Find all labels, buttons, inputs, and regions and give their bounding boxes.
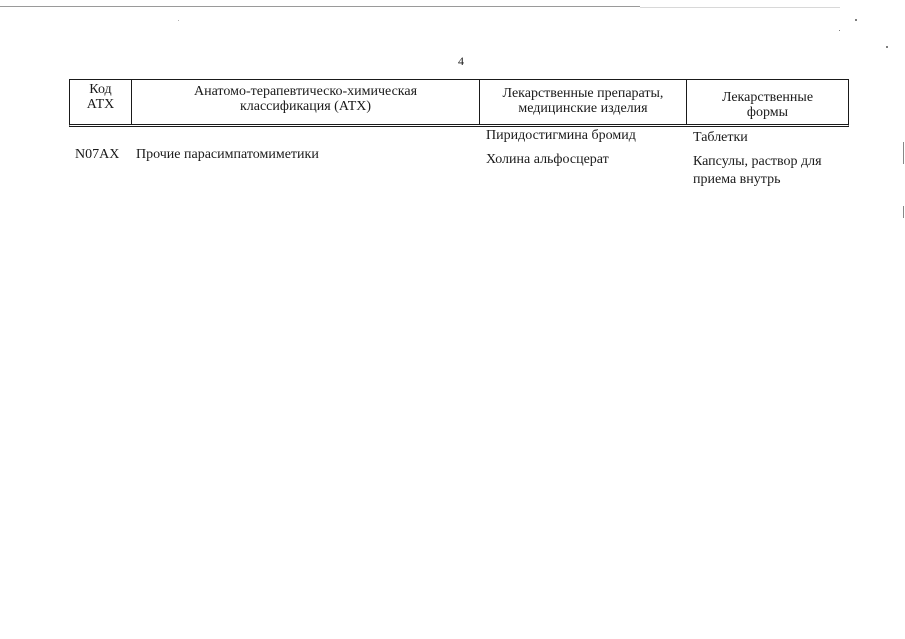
row-2-form-line-2: приема внутрь xyxy=(693,172,781,187)
header-cell-code xyxy=(70,80,132,124)
scan-speck xyxy=(839,30,840,31)
row-1-form: Таблетки xyxy=(693,130,748,145)
scan-edge-mark xyxy=(903,206,904,218)
scan-speck xyxy=(886,46,888,48)
scan-edge-line xyxy=(0,6,640,7)
row-2-classification: Прочие парасимпатомиметики xyxy=(136,147,319,162)
row-2-form-line-1: Капсулы, раствор для xyxy=(693,154,822,169)
scan-speck xyxy=(855,19,857,21)
row-2-drug: Холина альфосцерат xyxy=(486,152,609,167)
header-cell-forms xyxy=(687,80,848,124)
table-header xyxy=(69,79,849,127)
scan-edge-line-faint xyxy=(640,7,840,8)
page-number: 4 xyxy=(458,54,464,68)
header-drugs-line-1: Лекарственные препараты, xyxy=(502,86,664,101)
header-classification-line-1: Анатомо-терапевтическо-химическая xyxy=(193,84,418,99)
header-cell-drugs xyxy=(480,80,687,124)
header-drugs-line-2: медицинские изделия xyxy=(518,101,648,116)
header-cell-classification xyxy=(132,80,480,124)
header-code-line-2: АТХ xyxy=(86,97,115,112)
row-2-code: N07AX xyxy=(75,147,120,162)
scan-edge-mark xyxy=(903,142,904,164)
row-1-drug: Пиридостигмина бромид xyxy=(486,128,636,143)
scan-speck xyxy=(178,20,179,21)
header-code-line-1: Код xyxy=(89,82,112,97)
header-forms-line-1: Лекарственные xyxy=(721,90,814,105)
header-forms-line-2: формы xyxy=(746,105,789,120)
header-classification-line-2: классификация (АТХ) xyxy=(239,99,372,114)
